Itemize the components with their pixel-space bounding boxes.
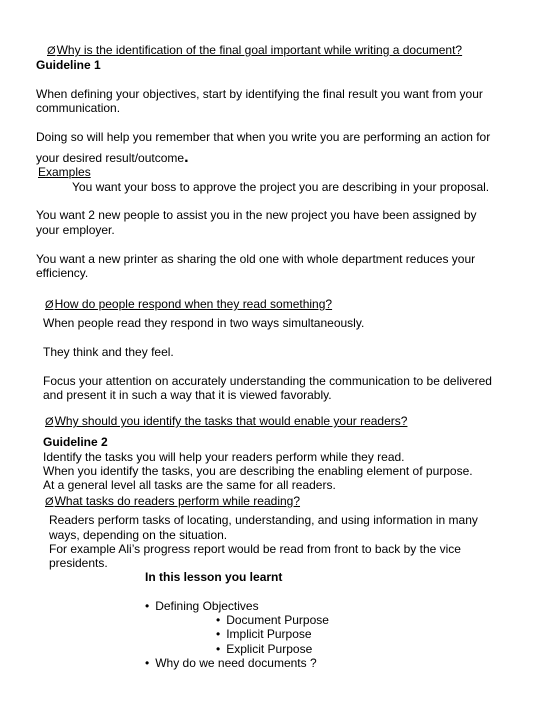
summary-sub-item [216,642,312,656]
paragraph-line: Readers perform tasks of locating, understanding, and using information in many [49,513,478,527]
question-text: How do people respond when they read something? [54,297,333,311]
summary-list-item [145,656,317,670]
example-line: You want 2 new people to assist you in the new project you have been assigned by [36,208,477,222]
summary-title: In this lesson you learnt [145,570,283,584]
example-line: efficiency. [36,266,89,280]
arrow-bullet-icon: Ø [45,496,54,508]
summary-list-item [145,599,259,613]
guideline-heading: Guideline 1 [36,58,101,72]
question-heading [45,414,407,429]
bullet-icon: • [145,656,150,670]
question-text: Why should you identify the tasks that would enable your readers? [54,414,408,428]
summary-sub-item [216,613,329,627]
paragraph-line: communication. [36,101,121,115]
paragraph-line: When defining your objectives, start by identifying the final result you want from your [36,87,483,101]
list-item-text: Document Purpose [226,613,329,627]
summary-sub-item [216,627,312,641]
paragraph-line: ways, depending on the situation. [49,528,228,542]
question-text: What tasks do readers perform while reading? [54,494,301,508]
paragraph-line [36,151,189,165]
example-line: You want a new printer as sharing the old one with whole department reduces your [36,252,476,266]
bullet-icon: • [145,599,150,613]
guideline-heading: Guideline 2 [43,435,108,449]
paragraph-line: At a general level all tasks are the same for all readers. [43,478,336,492]
arrow-bullet-icon: Ø [47,45,56,57]
list-item-text: Why do we need documents ? [155,656,317,670]
list-item-text: Implicit Purpose [226,627,312,641]
question-text: Why is the identification of the final goal important while writing a document? [56,43,463,57]
arrow-bullet-icon: Ø [45,416,54,428]
bullet-icon: • [216,642,221,656]
bullet-icon: • [216,627,221,641]
example-line: your employer. [36,223,115,237]
list-item-text: Defining Objectives [155,599,259,613]
paragraph-text: your desired result/outcome [36,151,185,165]
question-heading [45,297,332,312]
question-heading [45,494,300,509]
period-mark: . [184,149,189,166]
examples-label: Examples [38,165,91,179]
question-heading [47,43,462,58]
list-item-text: Explicit Purpose [226,642,313,656]
paragraph-line: They think and they feel. [43,345,174,359]
paragraph-line: Doing so will help you remember that when you write you are performing an action for [36,130,491,144]
paragraph-line: Identify the tasks you will help your readers perform while they read. [43,450,405,464]
paragraph-line: When people read they respond in two ways simultaneously. [43,316,365,330]
paragraph-line: For example Ali’s progress report would be read from front to back by the vice [49,542,461,556]
paragraph-line: When you identify the tasks, you are describing the enabling element of purpose. [43,464,473,478]
paragraph-line: presidents. [49,556,108,570]
paragraph-line: Focus your attention on accurately understanding the communication to be delivered [43,374,492,388]
bullet-icon: • [216,613,221,627]
example-line: You want your boss to approve the project you are describing in your proposal. [72,180,490,194]
arrow-bullet-icon: Ø [45,299,54,311]
paragraph-line: and present it in such a way that it is viewed favorably. [43,388,332,402]
